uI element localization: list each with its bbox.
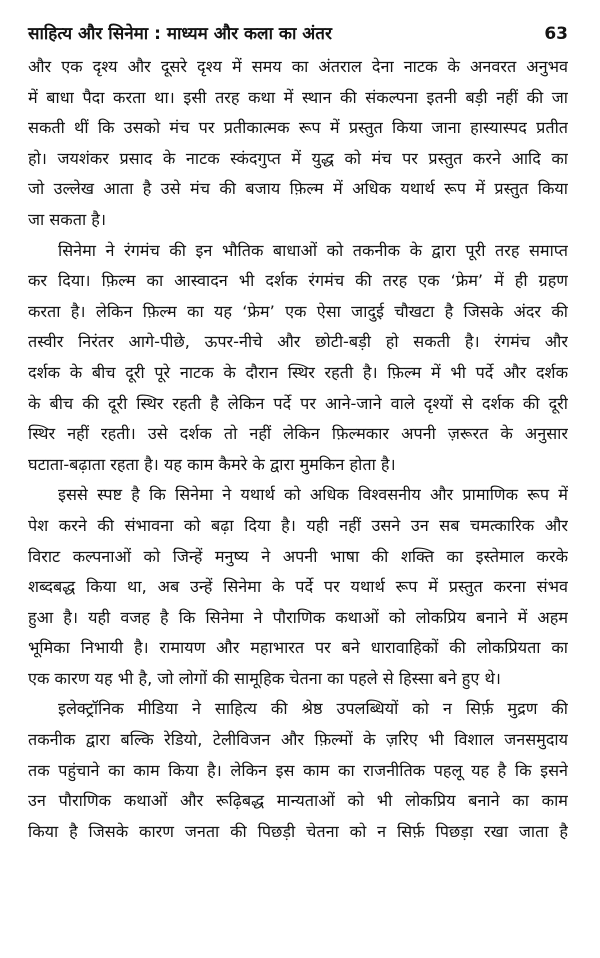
body-text bbox=[28, 52, 568, 847]
text-line: सिनेमा ने रंगमंच की इन भौतिक बाधाओं को तकनीक के द्वारा पूरी तरह समाप्त bbox=[58, 240, 568, 260]
text-line: कर दिया। फ़िल्म का आस्वादन भी दर्शक रंगमंच की तरह एक ‘फ्रेम’ में ही ग्रहण bbox=[28, 271, 568, 291]
text-line: इलेक्ट्रॉनिक मीडिया ने साहित्य की श्रेष्ठ उपलब्धियों को न सिर्फ़ मुद्रण की bbox=[58, 699, 568, 719]
text-line: के बीच की दूरी स्थिर रहती है लेकिन पर्दे पर आने-जाने वाले दृश्यों से दर्शक की दूरी bbox=[28, 393, 568, 413]
paragraph-1 bbox=[28, 52, 568, 236]
text-line: शब्दबद्ध किया था, अब उन्हें सिनेमा के पर्दे पर यथार्थ रूप में प्रस्तुत करना संभव bbox=[28, 577, 568, 597]
text-line: में बाधा पैदा करता था। इसी तरह कथा में स्थान की संकल्पना इतनी बड़ी नहीं की जा bbox=[28, 87, 568, 107]
page-header bbox=[28, 22, 568, 50]
text-line: इससे स्पष्ट है कि सिनेमा ने यथार्थ को अधिक विश्वसनीय और प्रामाणिक रूप में bbox=[58, 485, 568, 505]
text-line: सकती थीं कि उसको मंच पर प्रतीकात्मक रूप में प्रस्तुत किया जाना हास्यास्पद प्रतीत bbox=[28, 118, 568, 138]
text-line: और एक दृश्य और दूसरे दृश्य में समय का अंतराल देना नाटक के अनवरत अनुभव bbox=[28, 57, 568, 76]
text-line: जा सकता है। bbox=[28, 209, 107, 229]
text-line: करता है। लेकिन फ़िल्म का यह ‘फ्रेम’ एक ऐसा जादुई चौखटा है जिसके अंदर की bbox=[28, 301, 568, 321]
text-line: तकनीक द्वारा बल्कि रेडियो, टेलीविजन और फ़िल्मों के ज़रिए भी विशाल जनसमुदाय bbox=[28, 730, 568, 750]
text-line: जो उल्लेख आता है उसे मंच की बजाय फ़िल्म में अधिक यथार्थ रूप में प्रस्तुत किया bbox=[28, 179, 568, 199]
text-line: दर्शक के बीच दूरी पूरे नाटक के दौरान स्थिर रहती है। फ़िल्म में भी पर्दे और दर्शक bbox=[28, 362, 568, 382]
text-line: पेश करने की संभावना को बढ़ा दिया है। यही नहीं उसने उन सब चमत्कारिक और bbox=[28, 515, 568, 535]
text-line: घटाता-बढ़ाता रहता है। यह काम कैमरे के द्वारा मुमकिन होता है। bbox=[28, 454, 396, 474]
text-line: तस्वीर निरंतर आगे-पीछे, ऊपर-नीचे और छोटी-बड़ी हो सकती है। रंगमंच और bbox=[28, 332, 568, 352]
text-line: किया है जिसके कारण जनता की पिछड़ी चेतना को न सिर्फ़ पिछड़ा रखा जाता है bbox=[28, 821, 568, 841]
page-number: 63 bbox=[544, 24, 568, 44]
paragraph-3 bbox=[28, 480, 568, 694]
text-line: एक कारण यह भी है, जो लोगों की सामूहिक चेतना का पहले से हिस्सा बने हुए थे। bbox=[28, 668, 501, 688]
text-line: तक पहुंचाने का काम किया है। लेकिन इस काम का राजनीतिक पहलू यह है कि इसने bbox=[28, 760, 568, 780]
text-line: विराट कल्पनाओं को जिन्हें मनुष्य ने अपनी भाषा की शक्ति का इस्तेमाल करके bbox=[28, 546, 568, 566]
paragraph-4 bbox=[28, 694, 568, 847]
text-line: उन पौराणिक कथाओं और रूढ़िबद्ध मान्यताओं को भी लोकप्रिय बनाने का काम bbox=[28, 791, 568, 811]
text-line: भूमिका निभायी है। रामायण और महाभारत पर बने धारावाहिकों की लोकप्रियता का bbox=[28, 638, 568, 658]
text-line: स्थिर नहीं रहती। उसे दर्शक तो नहीं लेकिन फ़िल्मकार अपनी ज़रूरत के अनुसार bbox=[28, 424, 568, 444]
text-line: हो। जयशंकर प्रसाद के नाटक स्कंदगुप्त में युद्ध को मंच पर प्रस्तुत करने आदि का bbox=[28, 148, 568, 168]
text-line: हुआ है। यही वजह है कि सिनेमा ने पौराणिक कथाओं को लोकप्रिय बनाने में अहम bbox=[28, 607, 568, 627]
paragraph-2 bbox=[28, 236, 568, 481]
running-title: साहित्य और सिनेमा : माध्यम और कला का अंतर bbox=[28, 24, 332, 44]
